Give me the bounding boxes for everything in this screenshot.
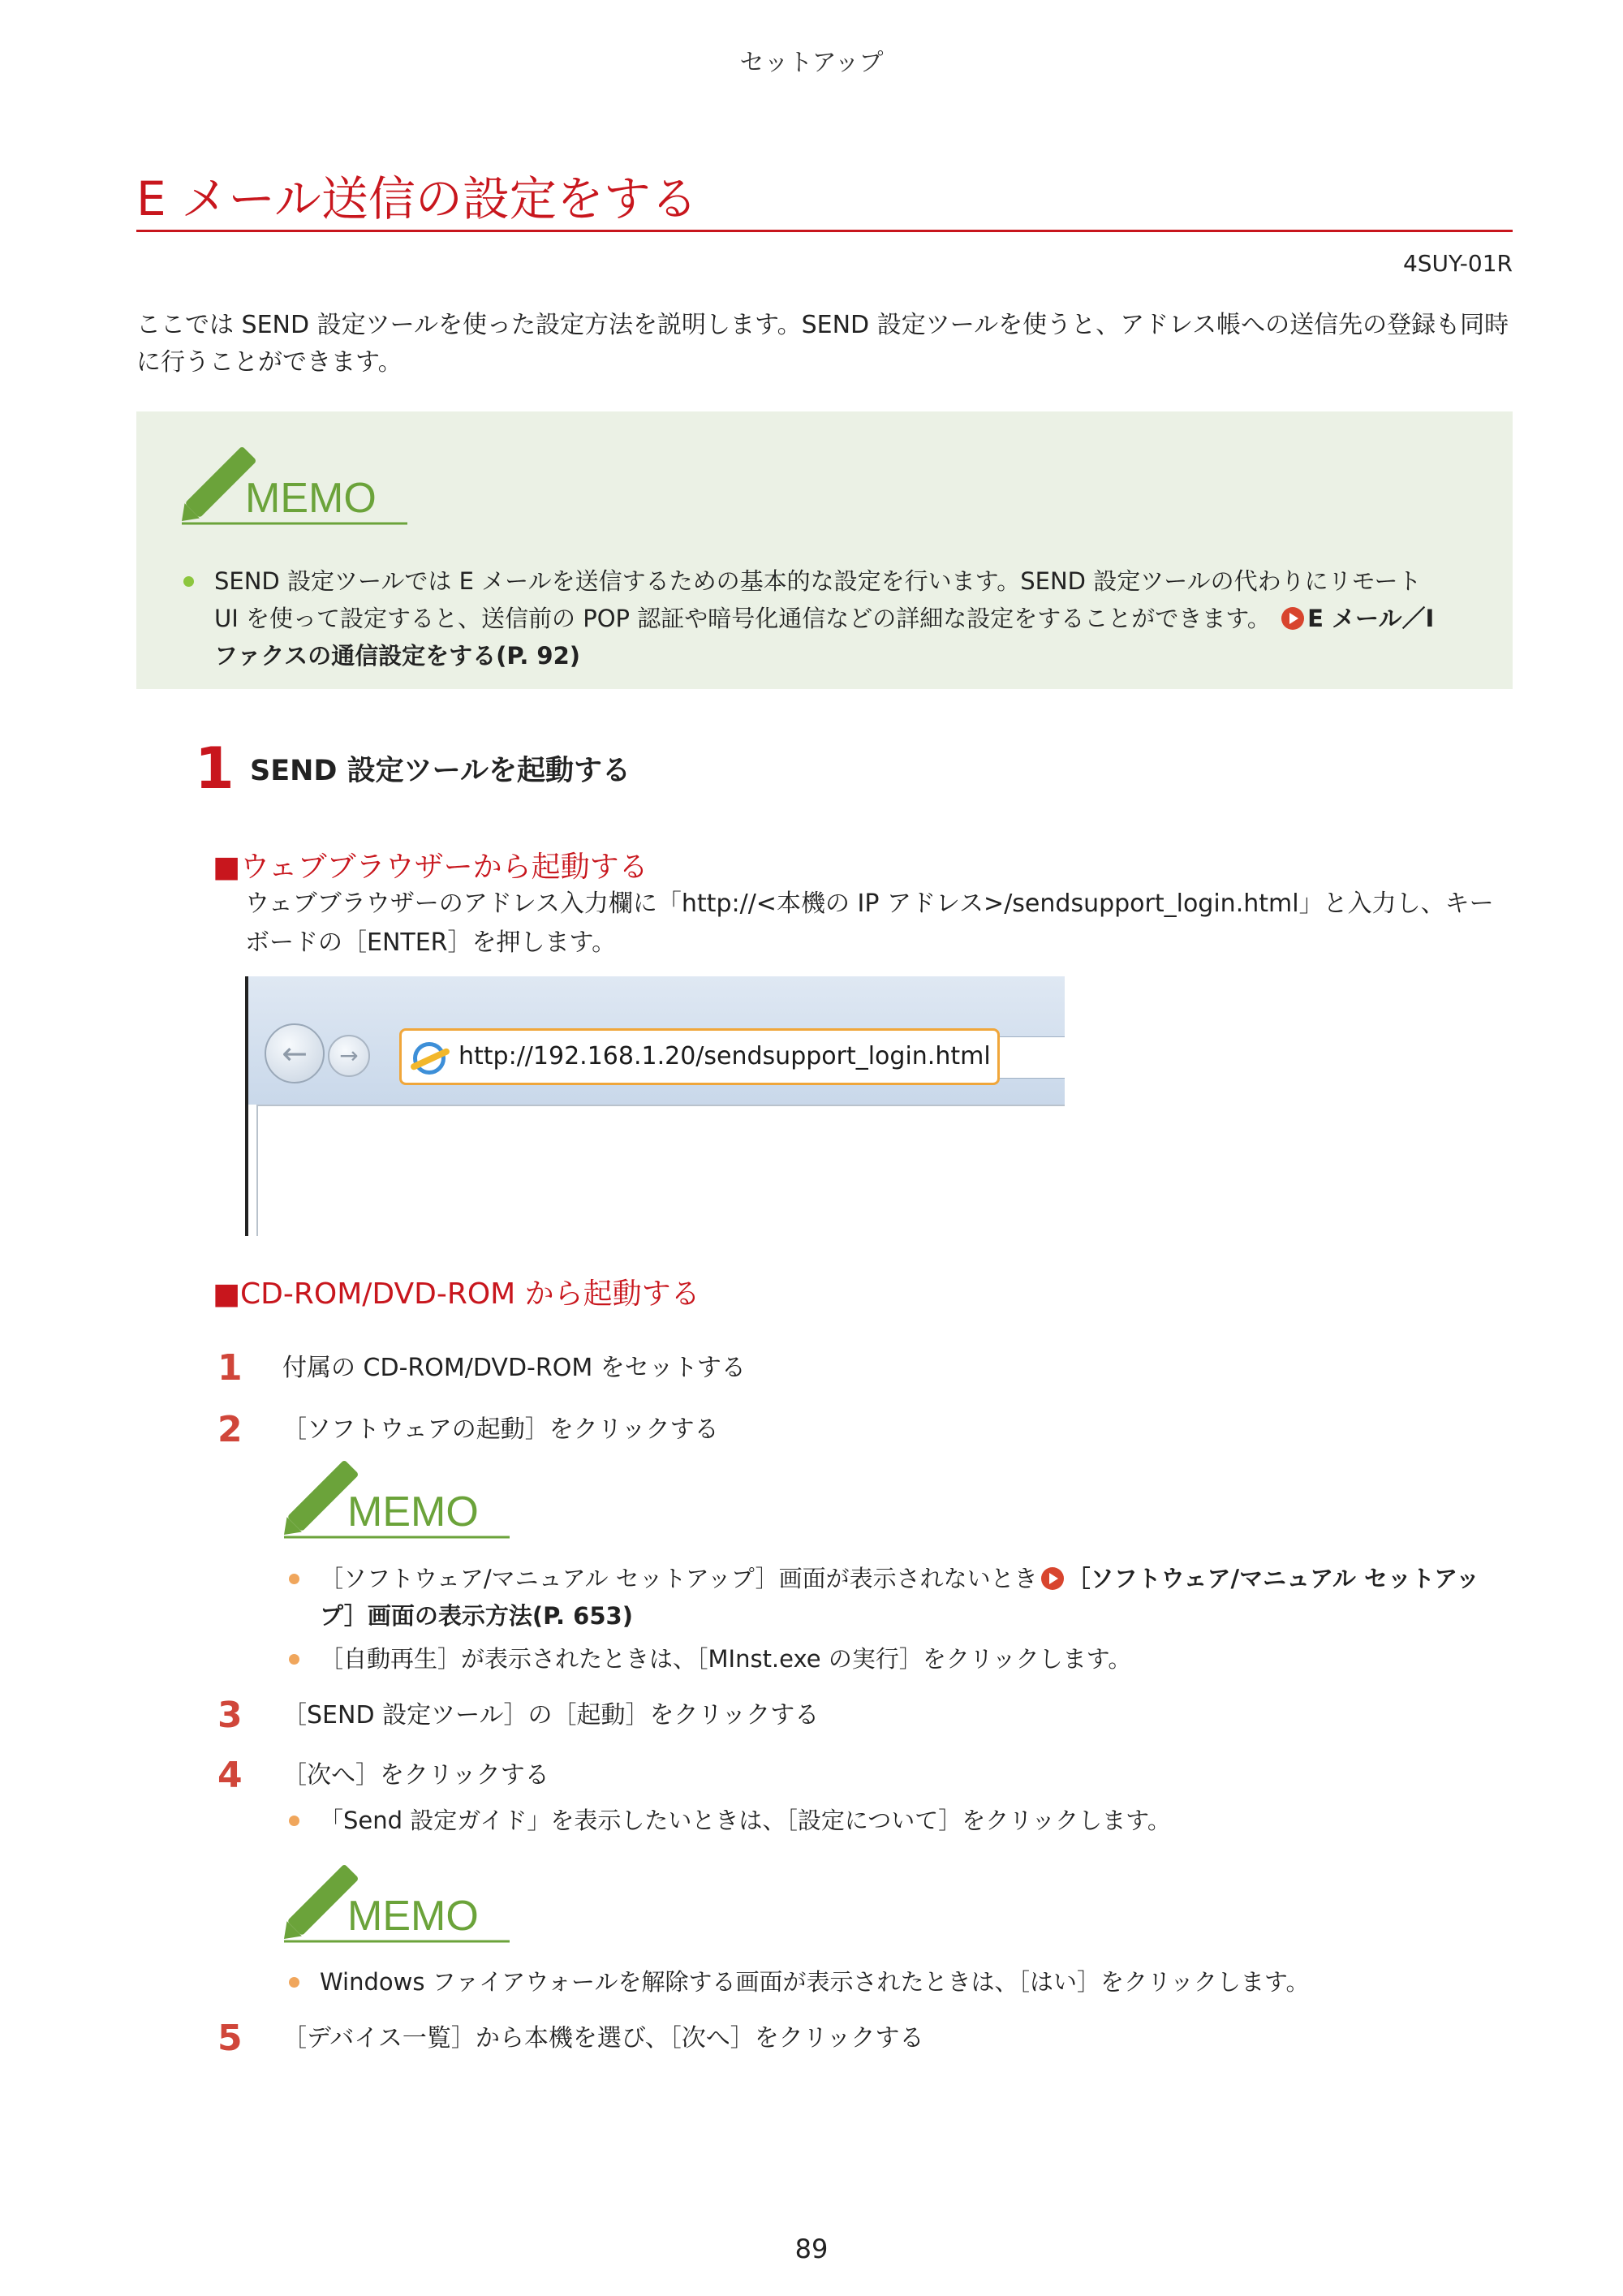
link-arrow-icon: [1041, 1567, 1064, 1590]
memo-bullet: [183, 562, 1449, 674]
memo-bullet-text: ［自動再生］が表示されたときは、［MInst.exe の実行］をクリックします。: [320, 1645, 1132, 1673]
bullet-dot: [183, 576, 194, 587]
bullet-dot: [289, 1977, 299, 1988]
back-arrow-icon[interactable]: ←: [265, 1023, 325, 1083]
ie-logo-icon: [413, 1042, 446, 1075]
substep-text: 付属の CD-ROM/DVD-ROM をセットする: [282, 1354, 746, 1382]
memo-bullet-text: ［ソフトウェア/マニュアル セットアップ］画面が表示されないとき: [320, 1565, 1038, 1592]
memo-bullet: [289, 1963, 1513, 2001]
reference-link[interactable]: E メール／I ファクスの通信設定をする(P. 92): [214, 605, 1435, 670]
document-code: 4SUY-01R: [1402, 250, 1513, 277]
substep-number: 4: [217, 1755, 243, 1796]
memo-bullet: [289, 1640, 1513, 1678]
running-header: セットアップ: [739, 49, 884, 77]
step-number: 1: [195, 735, 235, 802]
memo-pencil-icon: [276, 1450, 511, 1547]
title-rule: [136, 230, 1513, 232]
substep-number: 2: [217, 1409, 243, 1450]
step-title: SEND 設定ツールを起動する: [250, 755, 631, 787]
page-number: 89: [794, 2234, 829, 2264]
memo-bullet: [289, 1560, 1513, 1635]
substep-text: ［ソフトウェアの起動］をクリックする: [282, 1415, 719, 1444]
browser-instructions: ウェブブラウザーのアドレス入力欄に「http://<本機の IP アドレス>/sendsupport_login.html」と入力し、キーボードの［ENTER］を押します。: [245, 890, 1494, 957]
substep-number: 1: [217, 1347, 243, 1389]
step-bullet-text: 「Send 設定ガイド」を表示したいときは、［設定について］をクリックします。: [320, 1807, 1171, 1834]
link-arrow-icon: [1281, 607, 1304, 630]
memo-pencil-icon: [276, 1854, 511, 1951]
substep-text: ［デバイス一覧］から本機を選び、［次へ］をクリックする: [282, 2024, 924, 2053]
section-heading-browser: ■ウェブブラウザーから起動する: [213, 851, 648, 884]
bullet-dot: [289, 1574, 299, 1584]
memo-label: MEMO: [347, 1488, 479, 1536]
page-title: E メール送信の設定をする: [136, 171, 698, 226]
memo-bullet-text: SEND 設定ツールでは E メールを送信するための基本的な設定を行います。SEND 設定ツールの代わりにリモート UI を使って設定すると、送信前の POP 認証や暗号化通信などの詳細な設定をすることができます。: [214, 567, 1422, 632]
memo-label: MEMO: [245, 475, 377, 522]
url-text: http://192.168.1.20/sendsupport_login.html: [458, 1042, 991, 1070]
bullet-dot: [289, 1654, 299, 1665]
bullet-dot: [289, 1816, 299, 1826]
intro-paragraph: ここでは SEND 設定ツールを使った設定方法を説明します。SEND 設定ツールを使うと、アドレス帳への送信先の登録も同時に行うことができます。: [136, 311, 1509, 377]
memo-label: MEMO: [347, 1893, 479, 1940]
substep-text: ［SEND 設定ツール］の［起動］をクリックする: [282, 1701, 820, 1730]
substep-number: 5: [217, 2018, 243, 2059]
memo-box: [136, 411, 1513, 689]
step-bullet: [289, 1802, 1513, 1839]
substep-text: ［次へ］をクリックする: [282, 1761, 549, 1790]
memo-pencil-icon: [174, 436, 409, 533]
forward-arrow-icon[interactable]: →: [328, 1035, 370, 1077]
url-field[interactable]: [399, 1028, 1000, 1085]
reference-link[interactable]: ［ソフトウェア/マニュアル セットアップ］画面の表示方法(P. 653): [320, 1565, 1480, 1630]
browser-screenshot: [245, 976, 1065, 1236]
substep-number: 3: [217, 1695, 243, 1736]
memo-bullet-text: Windows ファイアウォールを解除する画面が表示されたときは、［はい］をクリックします。: [320, 1968, 1310, 1996]
section-heading-cdrom: ■CD-ROM/DVD-ROM から起動する: [213, 1277, 700, 1311]
